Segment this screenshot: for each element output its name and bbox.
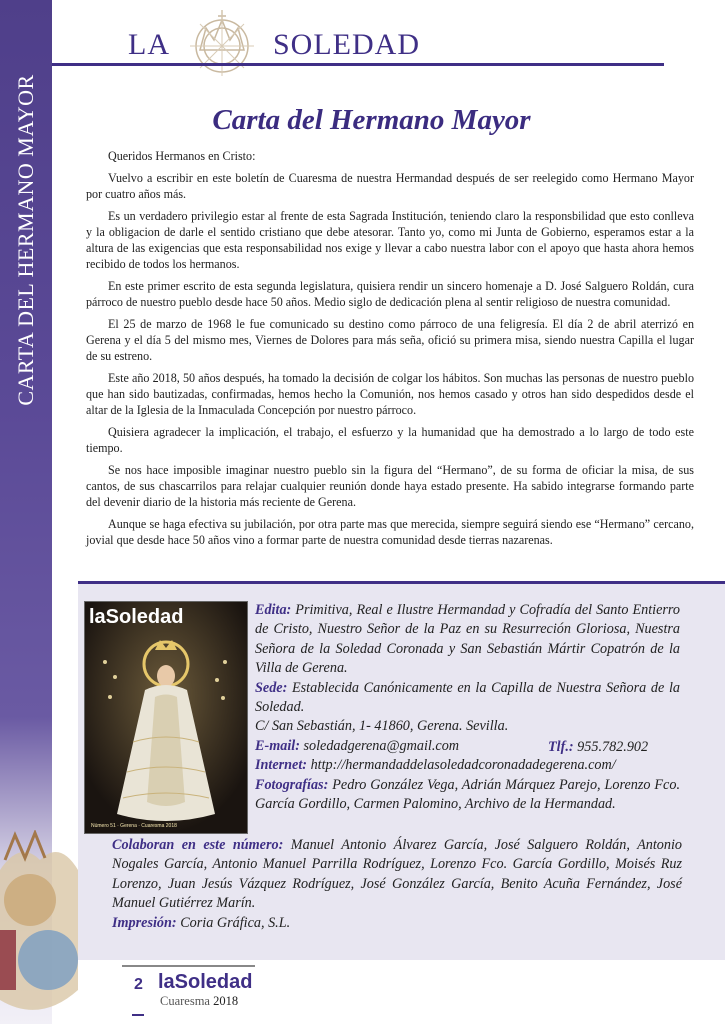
sede-label: Sede: <box>255 679 288 696</box>
virgin-statue-image <box>85 602 247 833</box>
magazine-cover-image <box>84 601 248 834</box>
crown-emblem-icon <box>180 6 264 78</box>
impresion-value: Coria Gráfica, S.L. <box>180 914 291 931</box>
cover-issue: Número 51 · Gerena · Cuaresma 2018 <box>91 823 177 829</box>
internet-label: Internet: <box>255 757 308 774</box>
address: C/ San Sebastián, 1- 41860, Gerena. Sevilla. <box>255 718 509 735</box>
footer-rule <box>122 965 255 967</box>
footer-subtitle <box>160 994 238 1009</box>
header-rule <box>52 63 664 66</box>
header-la: LA <box>128 28 170 61</box>
header-soledad: SOLEDAD <box>273 28 420 61</box>
footer-title: laSoledad <box>158 971 253 993</box>
fotos-label: Fotografías: <box>255 776 329 793</box>
impresion-label: Impresión: <box>112 914 177 931</box>
page-number-underline <box>132 1014 144 1016</box>
email-label: E-mail: <box>255 737 300 754</box>
colaboran-value: Manuel Antonio Álvarez García, José Salguero Roldán, Antonio Nogales García, Antonio Manuel Parrilla Rodríguez, Lorenzo Fco. García Gordillo, Moisés Ruz Lorenzo, Juan Jesús Vázquez Rodríguez, José González García, Benito Acuña Fernández, José Manuel Gutiérrez Marín. <box>112 837 683 912</box>
coat-of-arms-icon <box>0 830 80 1024</box>
letter-paragraph: Este año 2018, 50 años después, ha tomado la decisión de colgar los hábitos. Son muchas las personas de nuestro pueblo que han sido bautizadas, confirmadas, hemos hecho la Comunión, nos hemos casado y otros han sido despedidos desde el altar de la Iglesia de la Inmaculada Concepción por nuestro párroco. <box>86 371 694 417</box>
internet-value: http://hermandaddelasoledadcoronadadegerena.com/ <box>310 757 616 774</box>
colaboran-label: Colaboran en este número: <box>112 837 284 853</box>
letter-paragraph: Se nos hace imposible imaginar nuestro pueblo sin la figura del “Hermano”, de su forma de oficiar la misa, de sus cantos, de sus chascarrilos para relajar cualquier reunión donde haya estado presente. Ha sabido integrarse formando parte del devenir diario de la historia más reciente de Gerena. <box>86 463 694 509</box>
sede-value: Establecida Canónicamente en la Capilla de Nuestra Señora de la Soledad. <box>255 679 680 716</box>
letter-paragraph: El 25 de marzo de 1968 le fue comunicado su destino como párroco de una feligresía. El día 2 de abril aterrizó en Gerena y el día 5 del mismo mes, Viernes de Dolores para más seña, ofició su primera misa, siendo nuestra Capilla el lugar de su estreno. <box>86 317 694 363</box>
letter-paragraph: Aunque se haga efectiva su jubilación, por otra parte mas que merecida, siempre seguirá siendo ese “Hermano” cercano, jovial que desde hace 50 años vino a formar parte de nuestra comunidad desde tierras nazarenas. <box>86 517 694 547</box>
letter-paragraph: Es un verdadero privilegio estar al frente de esta Sagrada Institución, teniendo claro la responsbilidad que esto conlleva y la obligacion de darle el sentido cristiano que debe atesorar. Tanto yo, como mi Junta de Gobierno, esperamos estar a la altura de las exigencias que esta responsabilidad nos exige y llevar a cabo nuestra labor con el apoyo que hasta ahora hemos recibido de todos los hermanos. <box>86 209 694 271</box>
letter-paragraph: Vuelvo a escribir en este boletín de Cuaresma de nuestra Hermandad después de ser reelegido como Hermano Mayor por cuatro años más. <box>86 171 694 201</box>
letter-greeting: Queridos Hermanos en Cristo: <box>108 149 256 163</box>
letter-body <box>86 148 694 554</box>
letter-paragraph: Quisiera agradecer la implicación, el trabajo, el esfuerzo y la humanidad que ha demostrado a lo largo de todo este tiempo. <box>86 425 694 455</box>
tlf-label: Tlf.: <box>548 739 574 755</box>
credits-text-2 <box>112 836 682 933</box>
edita-label: Edita: <box>255 602 292 618</box>
page-number: 2 <box>134 976 143 993</box>
cover-title: laSoledad <box>89 606 184 628</box>
section-label: CARTA DEL HERMANO MAYOR <box>13 74 38 406</box>
phone <box>548 738 648 757</box>
fotos-value: Pedro González Vega, Adrián Márquez Parejo, Lorenzo Fco. García Gordillo, Carmen Palomino, Archivo de la Hermandad. <box>255 776 680 813</box>
credits-text <box>255 601 680 814</box>
footer-season: Cuaresma <box>160 994 210 1008</box>
tlf-value: 955.782.902 <box>577 739 649 755</box>
page-title: Carta del Hermano Mayor <box>212 104 531 136</box>
edita-value: Primitiva, Real e Ilustre Hermandad y Cofradía del Santo Entierro de Cristo, Nuestro Señor de la Paz en su Resurreción Gloriosa, Nuestra Señora de la Soledad Coronada y San Sebastián Mártir Copatrón de la Villa de Gerena. <box>255 602 681 677</box>
email-value: soledadgerena@gmail.com <box>303 737 460 754</box>
letter-paragraph: En este primer escrito de esta segunda legislatura, quisiera rendir un sincero homenaje a D. José Salguero Roldán, cura párroco de nuestro pueblo desde hace 50 años. Medio siglo de dedicación plena al sentir religioso de nuestra comunidad. <box>86 279 694 309</box>
footer-year: 2018 <box>213 994 239 1008</box>
